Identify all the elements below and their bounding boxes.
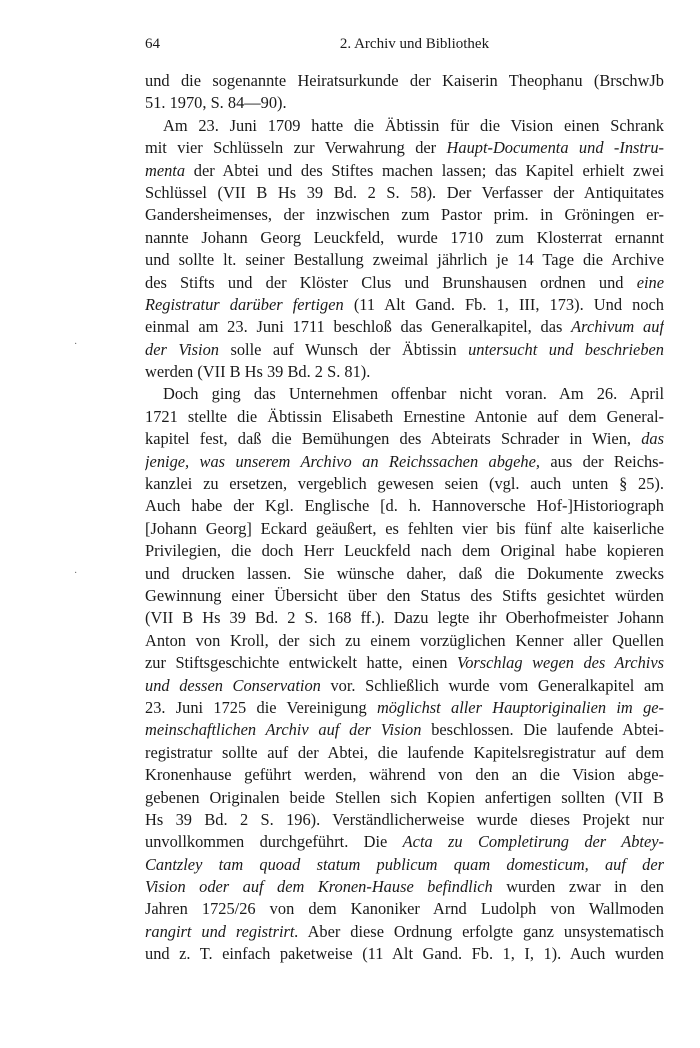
text-line: 1721 stellte die Äbtissin Elisabeth Ernestine Antonie auf dem General-	[145, 406, 664, 426]
text-line: und die sogenannte Heiratsurkunde der Kaiserin Theophanu (BrschwJb	[145, 71, 664, 90]
text-line: der Vision solle auf Wunsch der Äbtissin untersucht und beschrieben	[145, 339, 664, 359]
text-line: menta der Abtei und des Stiftes machen lassen; das Kapitel erhielt zwei	[145, 160, 664, 180]
running-head: 2. Archiv und Bibliothek	[339, 36, 490, 52]
text-line: Registratur darüber fertigen (11 Alt Gand. Fb. 1, III, 173). Und noch	[145, 294, 664, 314]
text-line: Hs 39 Bd. 2 S. 196). Verständlicherweise wurde dieses Projekt nur	[145, 809, 664, 829]
text-line: Gewinnung einer Übersicht über den Status des Stifts gesichtet würden	[145, 585, 664, 605]
text-line: [Johann Georg] Eckard geäußert, es fehlten vier bis fünf alte kaiserliche	[145, 518, 664, 538]
text-line: und drucken lassen. Sie wünsche daher, daß die Dokumente zwecks	[145, 563, 664, 583]
margin-mark: ·	[74, 568, 78, 579]
text-line: Vision oder auf dem Kronen-Hause befindlich wurden zwar in den	[145, 877, 664, 897]
text-line: Cantzley tam quoad statum publicum quam domesticum, auf der	[145, 854, 664, 874]
text-line: Gandersheimenses, der inzwischen zum Pastor prim. in Gröningen er-	[145, 205, 664, 225]
text-line: gebenen Originalen beide Stellen sich Kopien anfertigen sollten (VII B	[145, 787, 664, 807]
text-line: Doch ging das Unternehmen offenbar nicht voran. Am 26. April	[163, 384, 664, 404]
text-line: meinschaftlichen Archiv auf der Vision beschlossen. Die laufende Abtei-	[145, 720, 664, 740]
margin-mark: ·	[74, 339, 78, 350]
text-line: und sollte lt. seiner Bestallung zweimal jährlich je 14 Tage die Archive	[145, 250, 664, 270]
text-line: Schlüssel (VII B Hs 39 Bd. 2 S. 58). Der Verfasser der Antiquitates	[145, 182, 664, 202]
text-line: (VII B Hs 39 Bd. 2 S. 168 ff.). Dazu legte ihr Oberhofmeister Johann	[145, 608, 664, 628]
text-line: und dessen Conservation vor. Schließlich wurde vom Generalkapitel am	[145, 675, 664, 695]
text-line: unvollkommen durchgeführt. Die Acta zu Completirung der Abtey-	[145, 832, 664, 852]
text-line: Jahren 1725/26 von dem Kanoniker Arnd Ludolph von Wallmoden	[145, 899, 664, 919]
text-line: kanzlei zu ersetzen, vergeblich gewesen seien (vgl. auch unten § 25).	[145, 474, 664, 494]
page-number: 64	[145, 36, 160, 52]
text-line: mit vier Schlüsseln zur Verwahrung der Haupt-Documenta und -Instru-	[145, 138, 664, 158]
text-line: nannte Johann Georg Leuckfeld, wurde 1710 zum Klosterrat ernannt	[145, 227, 664, 247]
text-line: zur Stiftsgeschichte entwickelt hatte, einen Vorschlag wegen des Archivs	[145, 653, 664, 673]
text-line: Anton von Kroll, der sich zu einem vorzüglichen Kenner aller Quellen	[145, 630, 664, 650]
text-line: registratur sollte auf der Abtei, die laufende Kapitelsregistratur auf dem	[145, 742, 664, 762]
text-line: jenige, was unserem Archivo an Reichssachen abgehe, aus der Reichs-	[145, 451, 664, 471]
text-line: 51. 1970, S. 84—90).	[145, 93, 287, 113]
page-header	[145, 36, 664, 58]
text-line: Privilegien, die doch Herr Leuckfeld nach dem Original habe kopieren	[145, 541, 664, 561]
text-line: einmal am 23. Juni 1711 beschloß das Generalkapitel, das Archivum auf	[145, 317, 664, 337]
text-line: 23. Juni 1725 die Vereinigung möglichst aller Hauptoriginalien im ge-	[145, 697, 664, 717]
text-line: Kronenhause geführt werden, während von den an die Vision abge-	[145, 765, 664, 785]
text-line: rangirt und registrirt. Aber diese Ordnung erfolgte ganz unsystematisch	[145, 921, 664, 941]
text-line: Auch habe der Kgl. Englische [d. h. Hannoversche Hof-]Historiograph	[145, 496, 664, 516]
text-line: Am 23. Juni 1709 hatte die Äbtissin für die Vision einen Schrank	[163, 115, 664, 135]
text-line: kapitel fest, daß die Bemühungen des Abteirats Schrader in Wien, das	[145, 429, 664, 449]
text-line: werden (VII B Hs 39 Bd. 2 S. 81).	[145, 362, 371, 382]
text-line: und z. T. einfach paketweise (11 Alt Gand. Fb. 1, I, 1). Auch wurden	[145, 944, 664, 964]
body-text	[145, 70, 664, 966]
text-line: des Stifts und der Klöster Clus und Brunshausen ordnen und eine	[145, 272, 664, 292]
